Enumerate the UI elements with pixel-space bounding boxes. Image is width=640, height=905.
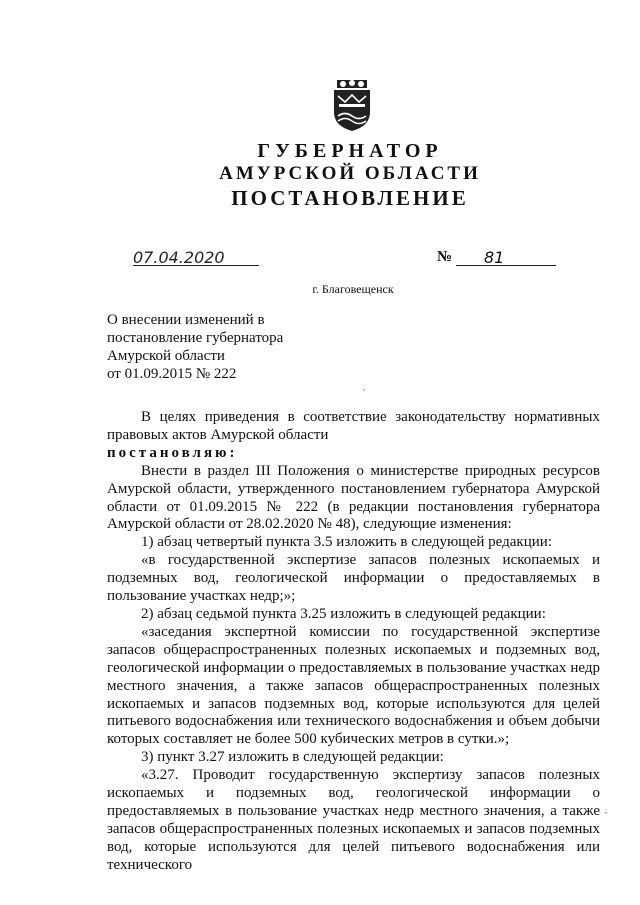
item-2-text: «заседания экспертной комиссии по государственной экспертизе запасов общераспространенных полезных ископаемых и подземных вод, геологической информации о предоставляемых в пользование участках недр местного значения, а также запасов общераспространенных полезных ископаемых и запасов подземных вод, которые используются для целей питьевого водоснабжения или технического водоснабжения и объем добычи которых составляет не более 500 кубических метров в сутки.»;	[107, 623, 600, 748]
scan-mark: ˎ	[604, 802, 608, 814]
preamble-paragraph: В целях приведения в соответствие законодательству нормативных правовых актов Амурской области	[107, 409, 600, 443]
item-3-text: «3.27. Проводит государственную экспертизу запасов полезных ископаемых и подземных вод, геологической информации о предоставляемых в пользование участках недр местного значения, а также запасов общераспространенных полезных ископаемых и запасов подземных вод, которые используются для целей питьевого водоснабжения или технического	[107, 767, 600, 873]
city-name: г. Благовещенск	[312, 282, 394, 296]
number-label: №	[437, 249, 453, 265]
subject-line: О внесении изменений в	[107, 312, 265, 328]
document-body	[107, 409, 600, 875]
number-underline	[456, 265, 556, 266]
decree-word: постановляю:	[107, 444, 238, 461]
item-2: 2) абзац седьмой пункта 3.25 изложить в следующей редакции:	[141, 605, 546, 622]
item-1: 1) абзац четвертый пункта 3.5 изложить в следующей редакции:	[141, 534, 552, 551]
document-date: 07.04.2020	[133, 248, 225, 267]
date-underline	[133, 265, 259, 266]
document-type-title: ПОСТАНОВЛЕНИЕ	[231, 186, 469, 210]
document-number: 81	[484, 248, 505, 267]
scan-mark: ˋ	[362, 388, 366, 400]
document-subject	[107, 311, 283, 383]
header-governor: ГУБЕРНАТОР	[257, 140, 443, 162]
subject-line: от 01.09.2015 № 222	[107, 366, 237, 382]
coat-of-arms-emblem	[331, 78, 373, 132]
item-3: 3) пункт 3.27 изложить в следующей редакции:	[141, 749, 444, 766]
item-1-text: «в государственной экспертизе запасов полезных ископаемых и подземных вод, геологической информации о предоставляемых в пользование участках недр;»;	[107, 552, 600, 605]
subject-line: Амурской области	[107, 348, 225, 364]
intro-paragraph: Внести в раздел III Положения о министерстве природных ресурсов Амурской области, утвержденного постановлением губернатора Амурской области от 01.09.2015 № 222 (в редакции постановления губернатора Амурской области от 28.02.2020 № 48), следующие изменения:	[107, 462, 600, 533]
header-region: АМУРСКОЙ ОБЛАСТИ	[219, 163, 481, 184]
subject-line: постановление губернатора	[107, 330, 284, 346]
